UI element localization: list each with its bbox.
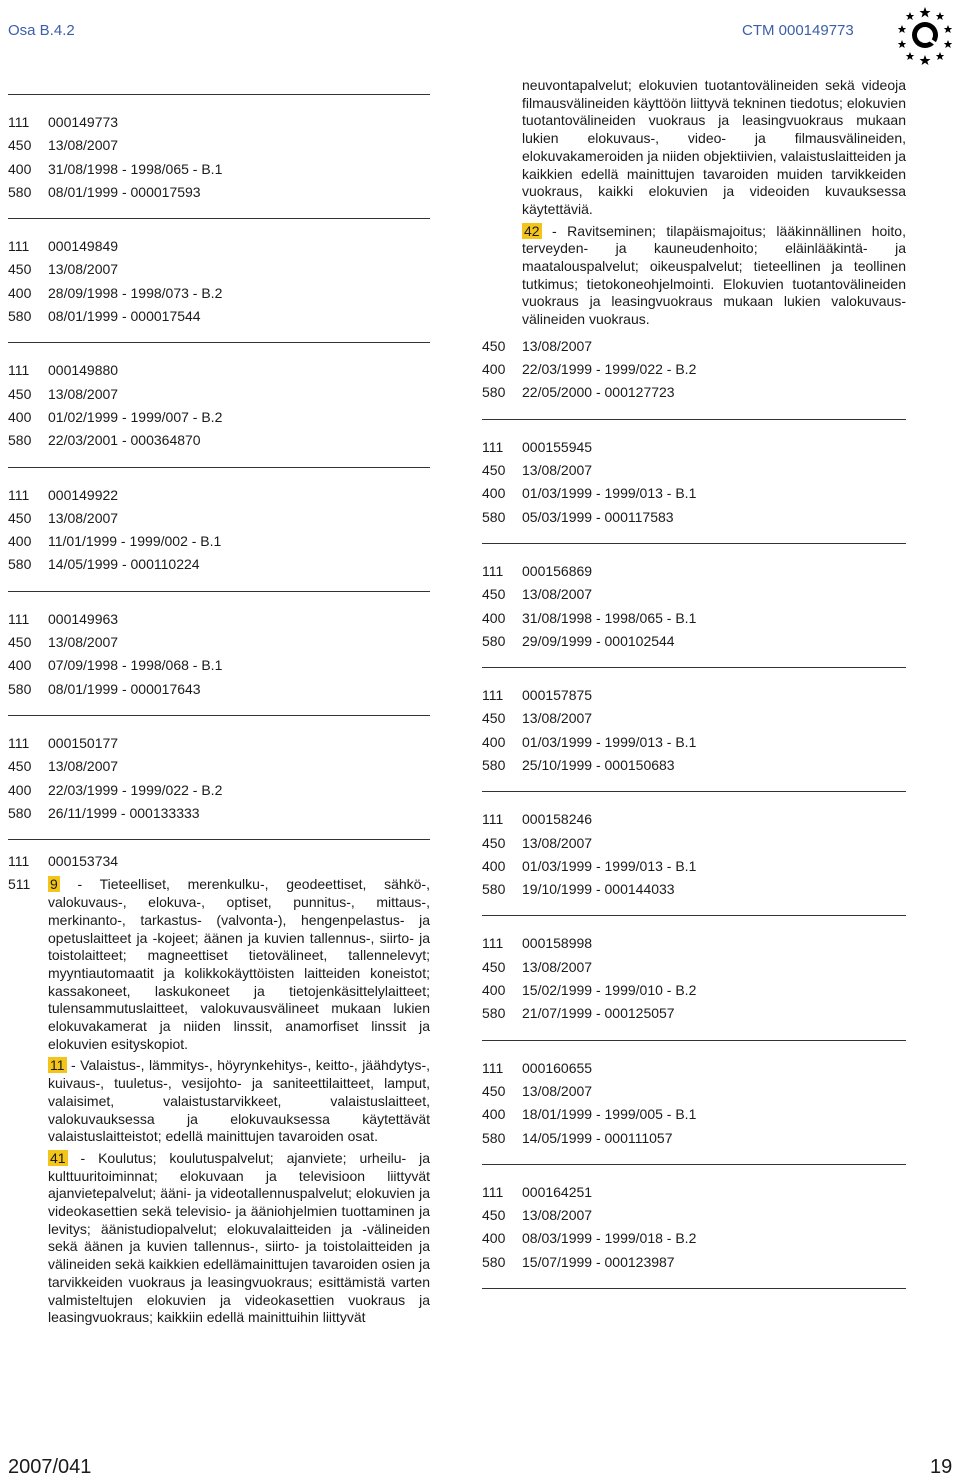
field-code: 580	[482, 1253, 506, 1270]
field-value: 000149922	[48, 486, 119, 503]
field-value: 08/01/1999 - 000017593	[48, 183, 201, 200]
field-value: 22/03/1999 - 1999/022 - B.2	[522, 361, 697, 378]
record-row	[8, 258, 430, 281]
field-code: 400	[482, 609, 506, 626]
field-code: 400	[482, 361, 506, 378]
continuation-text	[482, 77, 906, 329]
field-code: 400	[482, 733, 506, 750]
field-code: 450	[482, 462, 506, 479]
field-code: 400	[8, 408, 32, 425]
field-value: 13/08/2007	[522, 462, 593, 479]
field-code: 580	[8, 556, 32, 573]
record-row	[482, 808, 906, 831]
record-row	[482, 956, 906, 979]
record-000153734	[8, 840, 430, 1345]
field-code: 111	[8, 362, 30, 379]
record-row	[482, 855, 906, 878]
record-row	[8, 678, 430, 701]
field-value: 31/08/1998 - 1998/065 - B.1	[48, 160, 223, 177]
field-value: 28/09/1998 - 1998/073 - B.2	[48, 284, 223, 301]
field-code: 450	[8, 509, 32, 526]
field-code: 450	[482, 834, 506, 851]
record-row	[482, 684, 906, 707]
field-code: 450	[482, 958, 506, 975]
class-41-continuation: neuvontapalvelut; elokuvien tuotantovälineiden sekä videoja filmausvälineiden käyttöön liittyvä tekninen tiedotus; elokuvien tuotantovälineiden vuokraus ja leasingvuokraus mukaan lukien elokuvaus-, video- ja filmausvälineiden, elokuvakameroiden ja niiden objektiivien, valaistuslaitteiden ja kaikkien edellä mainittujen tavaroiden muiden tarvikkeiden vuokraus, kaikki elokuvien ja videoiden kuvauksessa käytettäviä.	[522, 77, 906, 217]
page-number: 19	[930, 1456, 953, 1478]
record-row	[8, 507, 430, 530]
field-code: 111	[482, 811, 504, 828]
field-value: 18/01/1999 - 1999/005 - B.1	[522, 1106, 697, 1123]
field-code: 580	[482, 508, 506, 525]
field-code: 450	[8, 758, 32, 775]
field-code: 580	[482, 632, 506, 649]
trademark-number: 000153734	[48, 853, 119, 870]
class-number-badge: 41	[50, 1149, 66, 1166]
field-code: 580	[482, 757, 506, 773]
field-code: 580	[8, 308, 32, 325]
class-11-paragraph	[48, 1057, 430, 1146]
class-41-paragraph	[48, 1150, 430, 1327]
trademark-record	[8, 468, 430, 591]
field-code: 111	[482, 1059, 504, 1076]
field-code: 580	[482, 1005, 506, 1022]
record-row	[8, 235, 430, 258]
record-row	[482, 731, 906, 754]
record-row	[8, 158, 430, 181]
trademark-record	[8, 716, 430, 839]
record-row	[8, 429, 430, 452]
field-value: 08/01/1999 - 000017544	[48, 308, 201, 325]
field-code: 450	[482, 1082, 506, 1099]
record-row	[8, 134, 430, 157]
field-value: 13/08/2007	[522, 834, 593, 851]
field-value: 01/02/1999 - 1999/007 - B.2	[48, 408, 223, 425]
field-code: 400	[8, 657, 32, 674]
record-row	[8, 383, 430, 406]
ctm-number: CTM 000149773	[742, 22, 854, 39]
record-row	[8, 359, 430, 382]
field-code: 450	[8, 385, 32, 402]
record-row	[8, 282, 430, 305]
trademark-record	[482, 544, 906, 667]
record-row	[8, 850, 430, 873]
field-code: 580	[482, 384, 506, 401]
field-code: 450	[482, 586, 506, 603]
field-value: 000158998	[522, 935, 593, 952]
field-value: 000155945	[522, 438, 593, 455]
field-value: 13/08/2007	[48, 261, 119, 278]
record-row	[8, 873, 430, 1331]
class-description: - Valaistus-, lämmitys-, höyrynkehitys-, keitto-, jäähdytys-, kuivaus-, tuuletus-, vesijohto- ja saniteettilaitteet, lamput, valaisimet, valaistustarvikkeet, valaistuslaitteet, valokuvauksessa ja elokuvauksessa käytettävät valaistuslaitteistot; edellä mainittujen tavaroiden osat.	[48, 1057, 430, 1145]
class-42-paragraph	[522, 223, 906, 329]
trademark-record	[482, 420, 906, 543]
field-value: 22/03/1999 - 1999/022 - B.2	[48, 781, 223, 798]
record-row	[482, 707, 906, 730]
record-row	[482, 583, 906, 606]
field-code: 111	[8, 486, 30, 503]
record-row	[482, 1103, 906, 1126]
field-value: 13/08/2007	[522, 710, 593, 727]
field-code: 111	[8, 114, 30, 130]
field-code: 580	[8, 804, 32, 821]
field-value: 000150177	[48, 734, 119, 751]
field-code: 400	[8, 284, 32, 301]
record-row	[8, 305, 430, 328]
trademark-record	[482, 668, 906, 791]
field-code: 580	[482, 881, 506, 898]
field-value: 01/03/1999 - 1999/013 - B.1	[522, 857, 697, 874]
field-code: 580	[8, 432, 32, 449]
field-code: 111	[8, 238, 30, 255]
field-code: 580	[482, 1129, 506, 1146]
field-code: 450	[482, 337, 506, 354]
field-code: 450	[8, 137, 32, 154]
field-value: 13/08/2007	[48, 137, 119, 154]
field-value: 21/07/1999 - 000125057	[522, 1005, 675, 1022]
record-row	[482, 1251, 906, 1274]
field-value: 22/03/2001 - 000364870	[48, 432, 201, 449]
field-value: 000149773	[48, 114, 119, 130]
class-number-badge: 42	[524, 222, 540, 239]
record-row	[8, 732, 430, 755]
field-code: 400	[482, 1106, 506, 1123]
field-value: 08/01/1999 - 000017643	[48, 680, 201, 697]
field-value: 08/03/1999 - 1999/018 - B.2	[522, 1230, 697, 1247]
record-list-left	[8, 95, 430, 840]
record-row	[482, 630, 906, 653]
field-code: 111	[482, 562, 504, 579]
trademark-record	[482, 1165, 906, 1288]
continuation-fields	[482, 333, 906, 419]
trademark-record	[8, 95, 430, 218]
field-value: 25/10/1999 - 000150683	[522, 757, 675, 773]
trademark-record	[482, 792, 906, 915]
field-value: 11/01/1999 - 1999/002 - B.1	[48, 533, 222, 550]
record-row	[482, 506, 906, 529]
field-value: 01/03/1999 - 1999/013 - B.1	[522, 485, 697, 502]
record-row	[8, 181, 430, 204]
field-value: 13/08/2007	[522, 958, 593, 975]
record-row	[482, 482, 906, 505]
field-code: 400	[482, 982, 506, 999]
field-code: 511	[8, 876, 31, 893]
record-row	[482, 607, 906, 630]
field-value: 13/08/2007	[522, 586, 593, 603]
record-row	[482, 381, 906, 404]
goods-services-list	[48, 873, 430, 1331]
field-code: 111	[8, 853, 30, 870]
field-code: 450	[8, 634, 32, 651]
record-row	[8, 802, 430, 825]
record-row	[482, 335, 906, 358]
record-row	[482, 560, 906, 583]
field-code: 400	[482, 857, 506, 874]
record-row	[482, 878, 906, 901]
record-row	[482, 1227, 906, 1250]
field-code: 400	[8, 160, 32, 177]
record-row	[482, 832, 906, 855]
record-row	[482, 459, 906, 482]
field-value: 13/08/2007	[522, 1207, 593, 1224]
field-code: 111	[482, 1183, 504, 1200]
record-row	[482, 1181, 906, 1204]
field-value: 07/09/1998 - 1998/068 - B.1	[48, 657, 223, 674]
class-description: - Ravitseminen; tilapäismajoitus; lääkinnällinen hoito, terveyden- ja kauneudenhoito; eläinlääkintä- ja maatalouspalvelut; oikeuspalvelut; tieteellinen ja teollinen tutkimus; tietokoneohjelmointi. Elokuvien tuotantovälineiden vuokraus ja leasingvuokraus mukaan lukien valokuvaus-välineiden vuokraus.	[522, 222, 906, 328]
class-9-paragraph	[48, 876, 430, 1053]
issue-number: 2007/041	[8, 1456, 92, 1478]
trademark-record	[482, 1041, 906, 1164]
field-value: 05/03/1999 - 000117583	[522, 508, 674, 525]
field-value: 000158246	[522, 811, 593, 828]
field-code: 450	[482, 1207, 506, 1224]
field-value: 13/08/2007	[522, 1082, 593, 1099]
record-row	[8, 111, 430, 134]
trademark-record	[8, 219, 430, 342]
field-code: 400	[8, 533, 32, 550]
field-value: 13/08/2007	[48, 758, 119, 775]
field-value: 000149849	[48, 238, 119, 255]
field-value: 13/08/2007	[522, 337, 593, 354]
field-code: 111	[482, 687, 504, 704]
field-value: 000149963	[48, 610, 119, 627]
field-value: 13/08/2007	[48, 385, 119, 402]
record-list-right	[482, 419, 906, 1289]
field-code: 111	[8, 610, 30, 627]
record-row	[482, 1002, 906, 1025]
trademark-record	[8, 343, 430, 466]
field-code: 400	[482, 485, 506, 502]
divider	[482, 1288, 906, 1289]
record-row	[482, 1127, 906, 1150]
class-number-badge: 11	[50, 1057, 65, 1074]
field-code: 580	[8, 680, 32, 697]
field-value: 14/05/1999 - 000111057	[522, 1129, 673, 1146]
field-value: 13/08/2007	[48, 509, 119, 526]
field-value: 15/07/1999 - 000123987	[522, 1253, 675, 1270]
left-column	[8, 78, 430, 1345]
class-description: - Koulutus; koulutuspalvelut; ajanviete; urheilu- ja kulttuuritoiminnat; elokuvaan ja televisioon liittyvät ajanvietepalvelut; ääni- ja videotallennuspalvelut; elokuvien ja videokasettien sekä televisio- ja ääniohjelmien tuottaminen ja levitys; äänistudiopalvelut; elokuvalaitteiden ja -välineiden sekä äänen ja kuvien tallennus-, siirto- ja toistolaitteiden ja välineiden sekä kaikkien edellämainittujen tavaroiden osien ja tarvikkeiden vuokraus ja leasingvuokraus; esittämistä varten valmisteltujen elokuvien ja videokasettien vuokraus ja leasingvuokraus; kaikkiin edellä mainittuihin liittyvät	[48, 1149, 430, 1326]
record-row	[482, 1057, 906, 1080]
record-row	[8, 779, 430, 802]
record-row	[8, 484, 430, 507]
record-row	[8, 654, 430, 677]
field-value: 15/02/1999 - 1999/010 - B.2	[522, 982, 697, 999]
field-code: 400	[482, 1230, 506, 1247]
field-code: 111	[8, 734, 30, 751]
section-label: Osa B.4.2	[8, 22, 75, 39]
field-value: 19/10/1999 - 000144033	[522, 881, 675, 898]
field-value: 000156869	[522, 562, 593, 579]
record-row	[482, 754, 906, 777]
record-row	[8, 608, 430, 631]
eu-emblem-icon	[894, 4, 956, 66]
field-code: 450	[482, 710, 506, 727]
class-number-badge: 9	[50, 876, 58, 893]
record-row	[482, 979, 906, 1002]
field-code: 450	[8, 261, 32, 278]
record-row	[482, 436, 906, 459]
trademark-record	[482, 916, 906, 1039]
field-code: 111	[482, 438, 504, 455]
field-value: 01/03/1999 - 1999/013 - B.1	[522, 733, 697, 750]
field-value: 14/05/1999 - 000110224	[48, 556, 200, 573]
record-row	[482, 1080, 906, 1103]
record-row	[8, 755, 430, 778]
field-value: 000149880	[48, 362, 119, 379]
field-code: 111	[482, 935, 504, 952]
trademark-record	[8, 592, 430, 715]
record-row	[8, 530, 430, 553]
field-value: 000164251	[522, 1183, 593, 1200]
record-row	[8, 631, 430, 654]
field-value: 26/11/1999 - 000133333	[48, 804, 200, 821]
right-column	[482, 77, 906, 1289]
field-value: 000157875	[522, 687, 593, 704]
field-value: 000160655	[522, 1059, 593, 1076]
record-row	[8, 406, 430, 429]
field-value: 13/08/2007	[48, 634, 119, 651]
field-code: 580	[8, 183, 32, 200]
field-code: 400	[8, 781, 32, 798]
record-row	[482, 358, 906, 381]
record-row	[8, 553, 430, 576]
record-row	[482, 1204, 906, 1227]
field-value: 22/05/2000 - 000127723	[522, 384, 675, 401]
record-row	[482, 932, 906, 955]
field-value: 31/08/1998 - 1998/065 - B.1	[522, 609, 697, 626]
field-value: 29/09/1999 - 000102544	[522, 632, 675, 649]
class-description: - Tieteelliset, merenkulku-, geodeettiset, sähkö-, valokuvaus-, elokuva-, optiset, punnitus-, mittaus-, merkinanto-, tarkastus- (valvonta-), hengenpelastus- ja opetuslaitteet ja -kojeet; äänen ja kuvien tallennus-, siirto- ja toistolaitteet; magneettiset tietovälineet, tallennelevyt; myyntiautomaatit ja kolikkokäyttöisten laitteiden koneistot; kassakoneet, laskukoneet ja tietojenkäsittelylaitteet; tulensammutuslaitteet, valokuvausvälineet mukaan lukien elokuvakamerat ja niiden linssit, anamorfiset linssit ja elokuvien esityskopiot.	[48, 876, 430, 1052]
